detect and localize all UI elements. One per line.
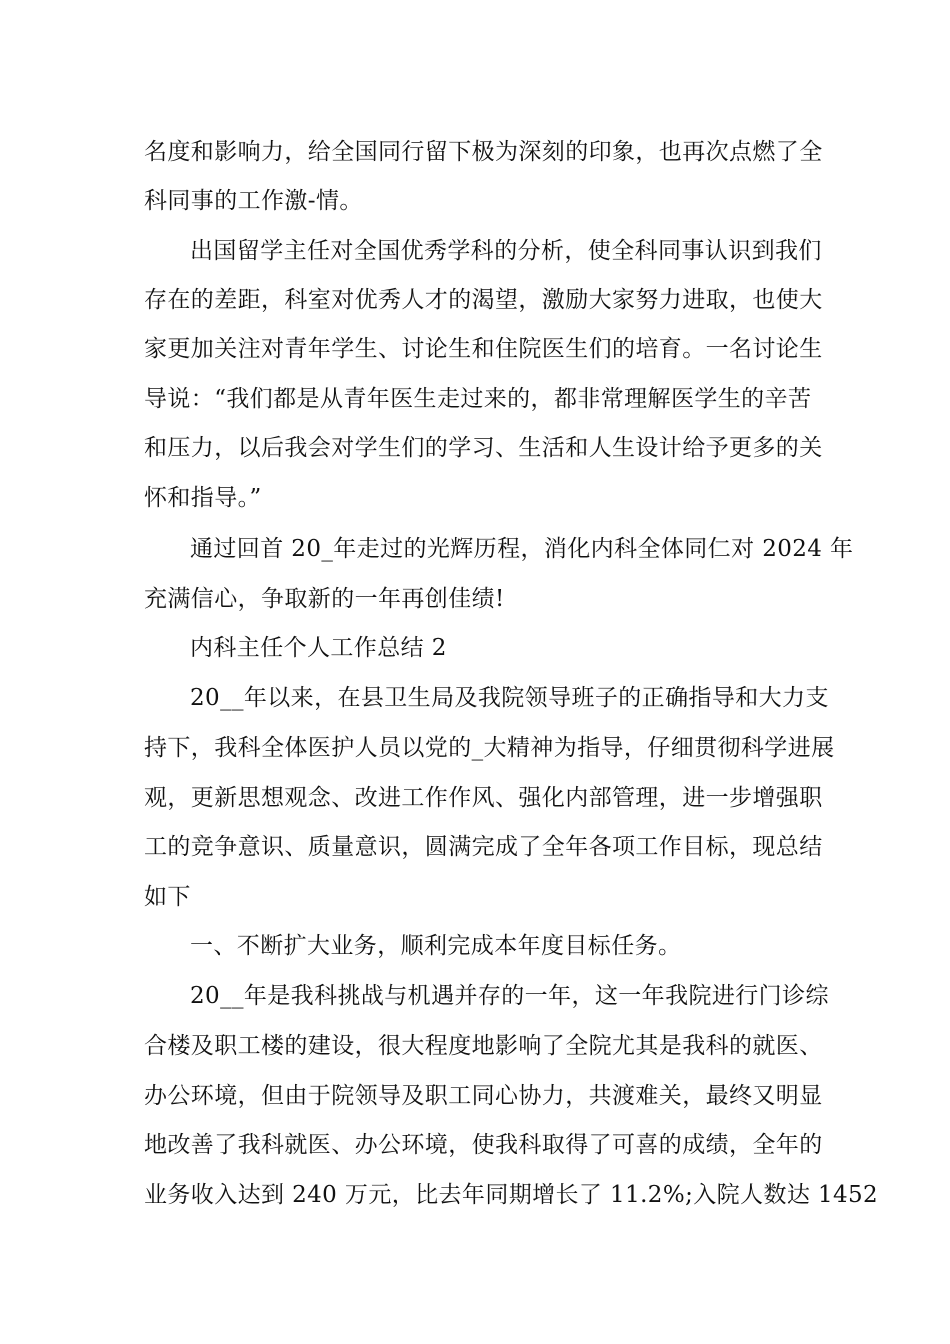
text-line: 观，更新思想观念、改进工作作风、强化内部管理，进一步增强职	[144, 785, 823, 811]
paragraph-start-line: 通过回首 20_年走过的光辉历程，消化内科全体同仁对 2024 年	[190, 536, 854, 562]
text-line: 名度和影响力，给全国同行留下极为深刻的印象，也再次点燃了全	[144, 139, 823, 165]
section-heading: 内科主任个人工作总结 2	[190, 635, 447, 661]
paragraph-start-line: 出国留学主任对全国优秀学科的分析，使全科同事认识到我们	[190, 238, 822, 264]
text-line: 业务收入达到 240 万元，比去年同期增长了 11.2%;入院人数达 1452	[144, 1182, 879, 1208]
text-line: 持下，我科全体医护人员以党的_大精神为指导，仔细贯彻科学进展	[144, 735, 835, 761]
text-line: 存在的差距，科室对优秀人才的渴望，激励大家努力进取，也使大	[144, 287, 823, 313]
subsection-heading: 一、不断扩大业务，顺利完成本年度目标任务。	[190, 933, 682, 959]
text-line: 合楼及职工楼的建设，很大程度地影响了全院尤其是我科的就医、	[144, 1033, 823, 1059]
text-line: 导说：“我们都是从青年医生走过来的，都非常理解医学生的辛苦	[144, 386, 812, 412]
text-line: 办公环境，但由于院领导及职工同心协力，共渡难关，最终又明显	[144, 1083, 823, 1109]
text-line: 地改善了我科就医、办公环境，使我科取得了可喜的成绩，全年的	[144, 1132, 823, 1158]
text-line: 充满信心，争取新的一年再创佳绩!	[144, 586, 505, 612]
text-line: 和压力，以后我会对学生们的学习、生活和人生设计给予更多的关	[144, 435, 823, 461]
text-line: 家更加关注对青年学生、讨论生和住院医生们的培育。一名讨论生	[144, 336, 823, 362]
paragraph-start-line: 20__年以来，在县卫生局及我院领导班子的正确指导和大力支	[190, 685, 829, 711]
text-line: 工的竞争意识、质量意识，圆满完成了全年各项工作目标，现总结	[144, 834, 823, 860]
text-line: 如下	[144, 884, 191, 910]
paragraph-start-line: 20__年是我科挑战与机遇并存的一年，这一年我院进行门诊综	[190, 983, 829, 1009]
text-line: 怀和指导。”	[144, 485, 262, 511]
text-line: 科同事的工作激-情。	[144, 188, 363, 214]
